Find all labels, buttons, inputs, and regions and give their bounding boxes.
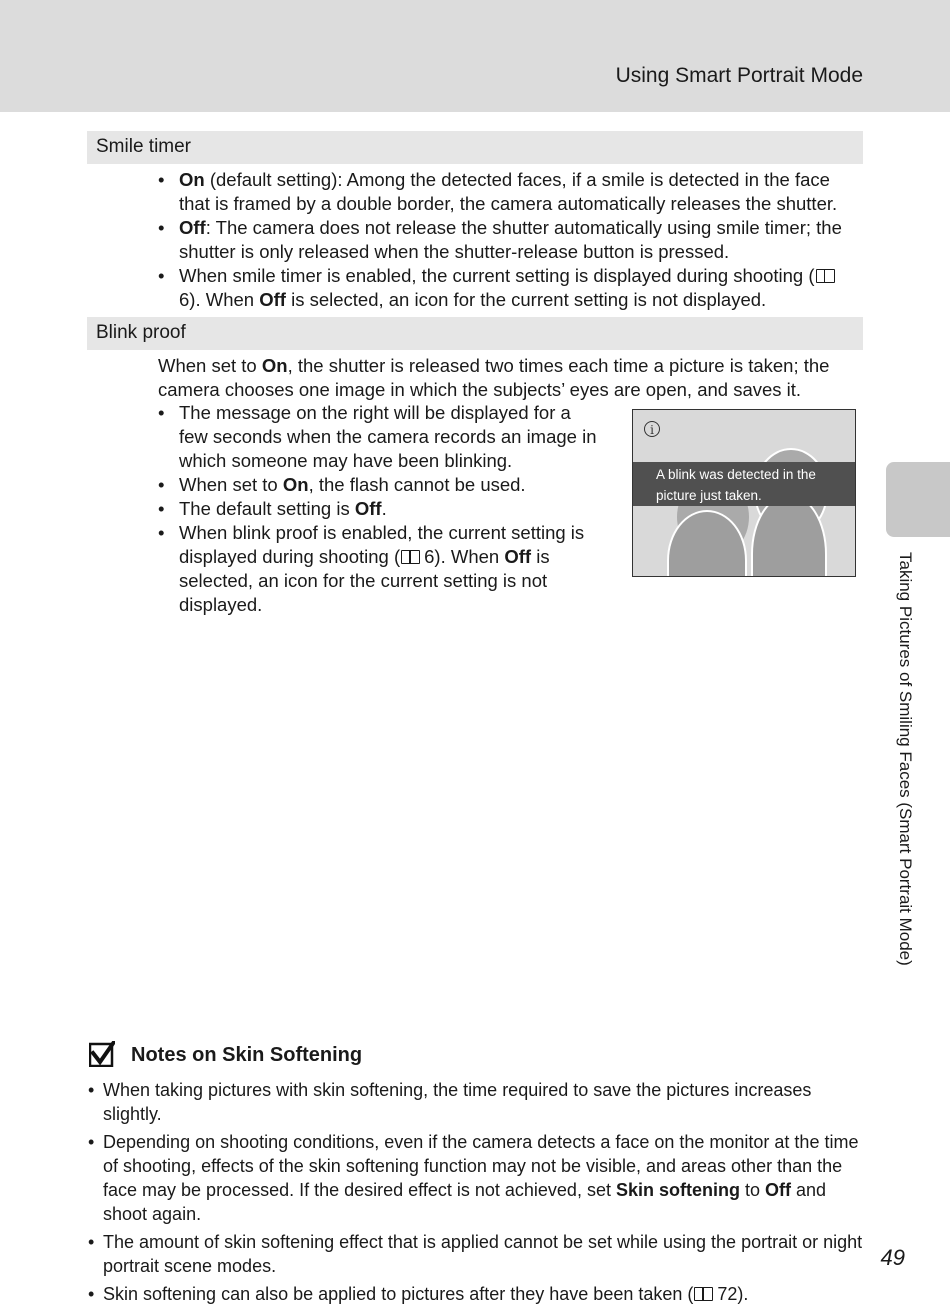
item-text: (default setting): Among the detected faces, if a smile is detected in the face that is framed by a double border, the camera automatically releases the shutter. — [179, 169, 838, 214]
message-line: A blink was detected in the — [656, 467, 816, 482]
item-text: , the flash cannot be used. — [308, 474, 526, 495]
bold-term: On — [282, 474, 309, 495]
list-item — [88, 1282, 868, 1306]
item-text: When smile timer is enabled, the current setting is displayed during shooting ( — [179, 265, 815, 286]
section-heading-label: Blink proof — [96, 322, 186, 343]
page-reference: 6 — [424, 546, 435, 567]
section-heading-label: Smile timer — [96, 136, 192, 157]
section-heading-blink-proof — [87, 317, 863, 350]
book-reference-icon — [401, 550, 420, 564]
intro-text: , the shutter is released two times each time a picture is taken; the camera chooses one image in which the subjects’ eyes are open, and saves it. — [158, 355, 830, 400]
blink-proof-list — [158, 401, 603, 617]
page-header-title: Using Smart Portrait Mode — [615, 64, 863, 87]
smile-timer-list — [158, 168, 858, 312]
bold-term: On — [261, 355, 288, 376]
item-text: When taking pictures with skin softening, the time required to save the pictures increases slightly. — [103, 1080, 812, 1124]
camera-screen-illustration — [632, 409, 856, 577]
item-text: ). When — [434, 546, 505, 567]
checkmark-note-icon — [89, 1041, 115, 1067]
list-item — [158, 401, 603, 473]
item-text: is selected, an icon for the current setting is not displayed. — [285, 289, 767, 310]
blink-warning-message — [633, 462, 855, 506]
item-text: The message on the right will be displayed for a few seconds when the camera records an image in which someone may have been blinking. — [179, 402, 597, 471]
page-number: 49 — [880, 1245, 905, 1270]
item-text: and shoot again. — [103, 1180, 827, 1224]
item-text: is selected, an icon for the current setting is not displayed. — [179, 546, 550, 615]
notes-title: Notes on Skin Softening — [131, 1044, 363, 1066]
bold-term: Off — [504, 546, 532, 567]
item-text: Skin softening can also be applied to pictures after they have been taken ( — [103, 1284, 694, 1304]
book-reference-icon — [694, 1287, 713, 1301]
item-text: The amount of skin softening effect that is applied cannot be set while using the portrait or night portrait scene modes. — [103, 1232, 863, 1276]
chapter-tab — [886, 462, 950, 537]
bold-term: Off — [179, 217, 206, 238]
item-text: When blink proof is enabled, the current setting is displayed during shooting ( — [179, 522, 585, 567]
item-text: : The camera does not release the shutter automatically using smile timer; the shutter is only released when the shutter-release button is pressed. — [179, 217, 842, 262]
item-text: ). — [737, 1284, 749, 1304]
page-reference: 6 — [179, 289, 190, 310]
bold-term: Off — [765, 1180, 791, 1200]
item-text: When set to — [179, 474, 283, 495]
list-item — [158, 168, 858, 216]
bold-term: On — [179, 169, 205, 190]
list-item — [88, 1078, 868, 1126]
item-text: ). When — [189, 289, 260, 310]
list-item — [158, 264, 858, 312]
list-item — [158, 473, 603, 497]
page-header — [0, 0, 950, 112]
item-text: The default setting is — [179, 498, 355, 519]
list-item — [158, 216, 858, 264]
section-heading-smile-timer — [87, 131, 863, 164]
page-reference: 72 — [717, 1284, 738, 1304]
bold-term: Off — [259, 289, 286, 310]
list-item — [88, 1130, 868, 1226]
blink-proof-intro — [158, 354, 858, 402]
list-item — [158, 497, 603, 521]
message-line: picture just taken. — [656, 488, 762, 503]
item-text: . — [381, 498, 387, 519]
intro-text: When set to — [158, 355, 262, 376]
notes-list — [88, 1078, 868, 1310]
item-text: Depending on shooting conditions, even if the camera detects a face on the monitor at the time of shooting, effects of the skin softening function may not be visible, and areas other than the face may be processed. If the desired effect is not achieved, set — [103, 1132, 859, 1200]
bold-term: Off — [354, 498, 382, 519]
list-item — [88, 1230, 868, 1278]
bold-term: Skin softening — [615, 1180, 740, 1200]
item-text: to — [739, 1180, 765, 1200]
book-reference-icon — [816, 269, 835, 283]
list-item — [158, 521, 603, 617]
chapter-tab-label: Taking Pictures of Smiling Faces (Smart Portrait Mode) — [896, 552, 915, 966]
info-icon: i — [644, 421, 660, 437]
